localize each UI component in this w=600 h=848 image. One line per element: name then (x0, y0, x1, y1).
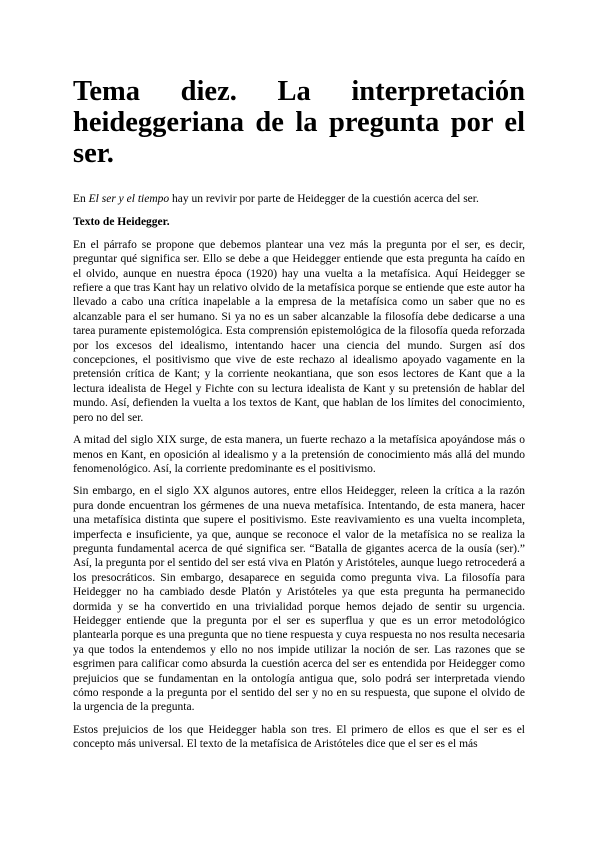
intro-after: hay un revivir por parte de Heidegger de la cuestión acerca del ser. (169, 193, 479, 205)
paragraph-2: A mitad del siglo XIX surge, de esta manera, un fuerte rechazo a la metafísica apoyándose más o menos en Kant, en oposición al idealismo y a la pretensión de conocimiento más allá del mundo fenomenológico. Así, la corriente predominante es el positivismo. (73, 434, 525, 475)
intro-before: En (73, 193, 89, 205)
page-title: Tema diez. La interpretación heideggeriana de la pregunta por el ser. (73, 76, 525, 169)
paragraph-1: En el párrafo se propone que debemos plantear una vez más la pregunta por el ser, es decir, preguntar qué significa ser. Ello se debe a que Heidegger entiende que esta pregunta ha caído en el olvido, aunque en nuestra época (1920) hay una vuelta a la metafísica. Aquí Heidegger se refiere a que tras Kant hay un relativo olvido de la metafísica porque se entiende que este autor ha llevado a cabo una crítica inapelable a la empresa de la metafísica como un saber que no es alcanzable para el ser humano. Si ya no es un saber alcanzable la filosofía debe dedicarse a una tarea puramente epistemológica. Esta comprensión epistemológica de la filosofía queda reforzada por los excesos del idealismo, intentando hacer una ciencia del mundo. Surgen así dos concepciones, el positivismo que vive de este rechazo al idealismo apoyado vagamente en la pretensión crítica de Kant; y la corriente neokantiana, que son esos lectores de Kant que a la lectura idealista de Hegel y Fichte con su lectura idealista de Kant y su pretensión de hablar del mundo. Así, defienden la vuelta a los textos de Kant, que hablan de los límites del conocimiento, pero no del ser. (73, 238, 525, 424)
intro-paragraph (73, 192, 525, 206)
section-heading: Texto de Heidegger. (73, 216, 170, 229)
document-body (73, 192, 525, 760)
paragraph-3: Sin embargo, en el siglo XX algunos autores, entre ellos Heidegger, releen la crítica a la razón pura donde encuentran los gérmenes de una nueva metafísica. Intentando, de esta manera, hacer una metafísica distinta que supere el positivismo. Este reavivamiento es una vuelta incompleta, imperfecta e insuficiente, ya que, aunque se reconoce el valor de la metafísica no se realiza la pregunta fundamental acerca de qué significa ser. “Batalla de gigantes acerca de la ousía (ser).” Así, la pregunta por el sentido del ser está viva en Platón y Aristóteles, aunque luego retrocederá a los presocráticos. Sin embargo, desaparece en seguida como pregunta viva. La filosofía para Heidegger no ha cambiado desde Platón y Aristóteles ya que esta pregunta ha permanecido dormida y se ha convertido en una trivialidad porque hemos dejado de sentir su urgencia. Heidegger entiende que la pregunta por el ser es superflua y que es un error metodológico plantearla porque es una pregunta que no tiene respuesta y cuya respuesta no nos resulta necesaria ya que todos la entendemos y ello no nos impide utilizar la noción de ser. Las razones que se esgrimen para calificar como absurda la cuestión acerca del ser es entendida por Heidegger como prejuicios que se fundamentan en la ontología antigua que, solo podrá ser interpretada viendo cómo responde a la pregunta por el sentido del ser y no en su respuesta, que supone el olvido de la urgencia de la pregunta. (73, 485, 525, 714)
paragraph-4: Estos prejuicios de los que Heidegger habla son tres. El primero de ellos es que el ser es el concepto más universal. El texto de la metafísica de Aristóteles dice que el ser es el más (73, 723, 525, 751)
book-title: El ser y el tiempo (88, 193, 170, 205)
